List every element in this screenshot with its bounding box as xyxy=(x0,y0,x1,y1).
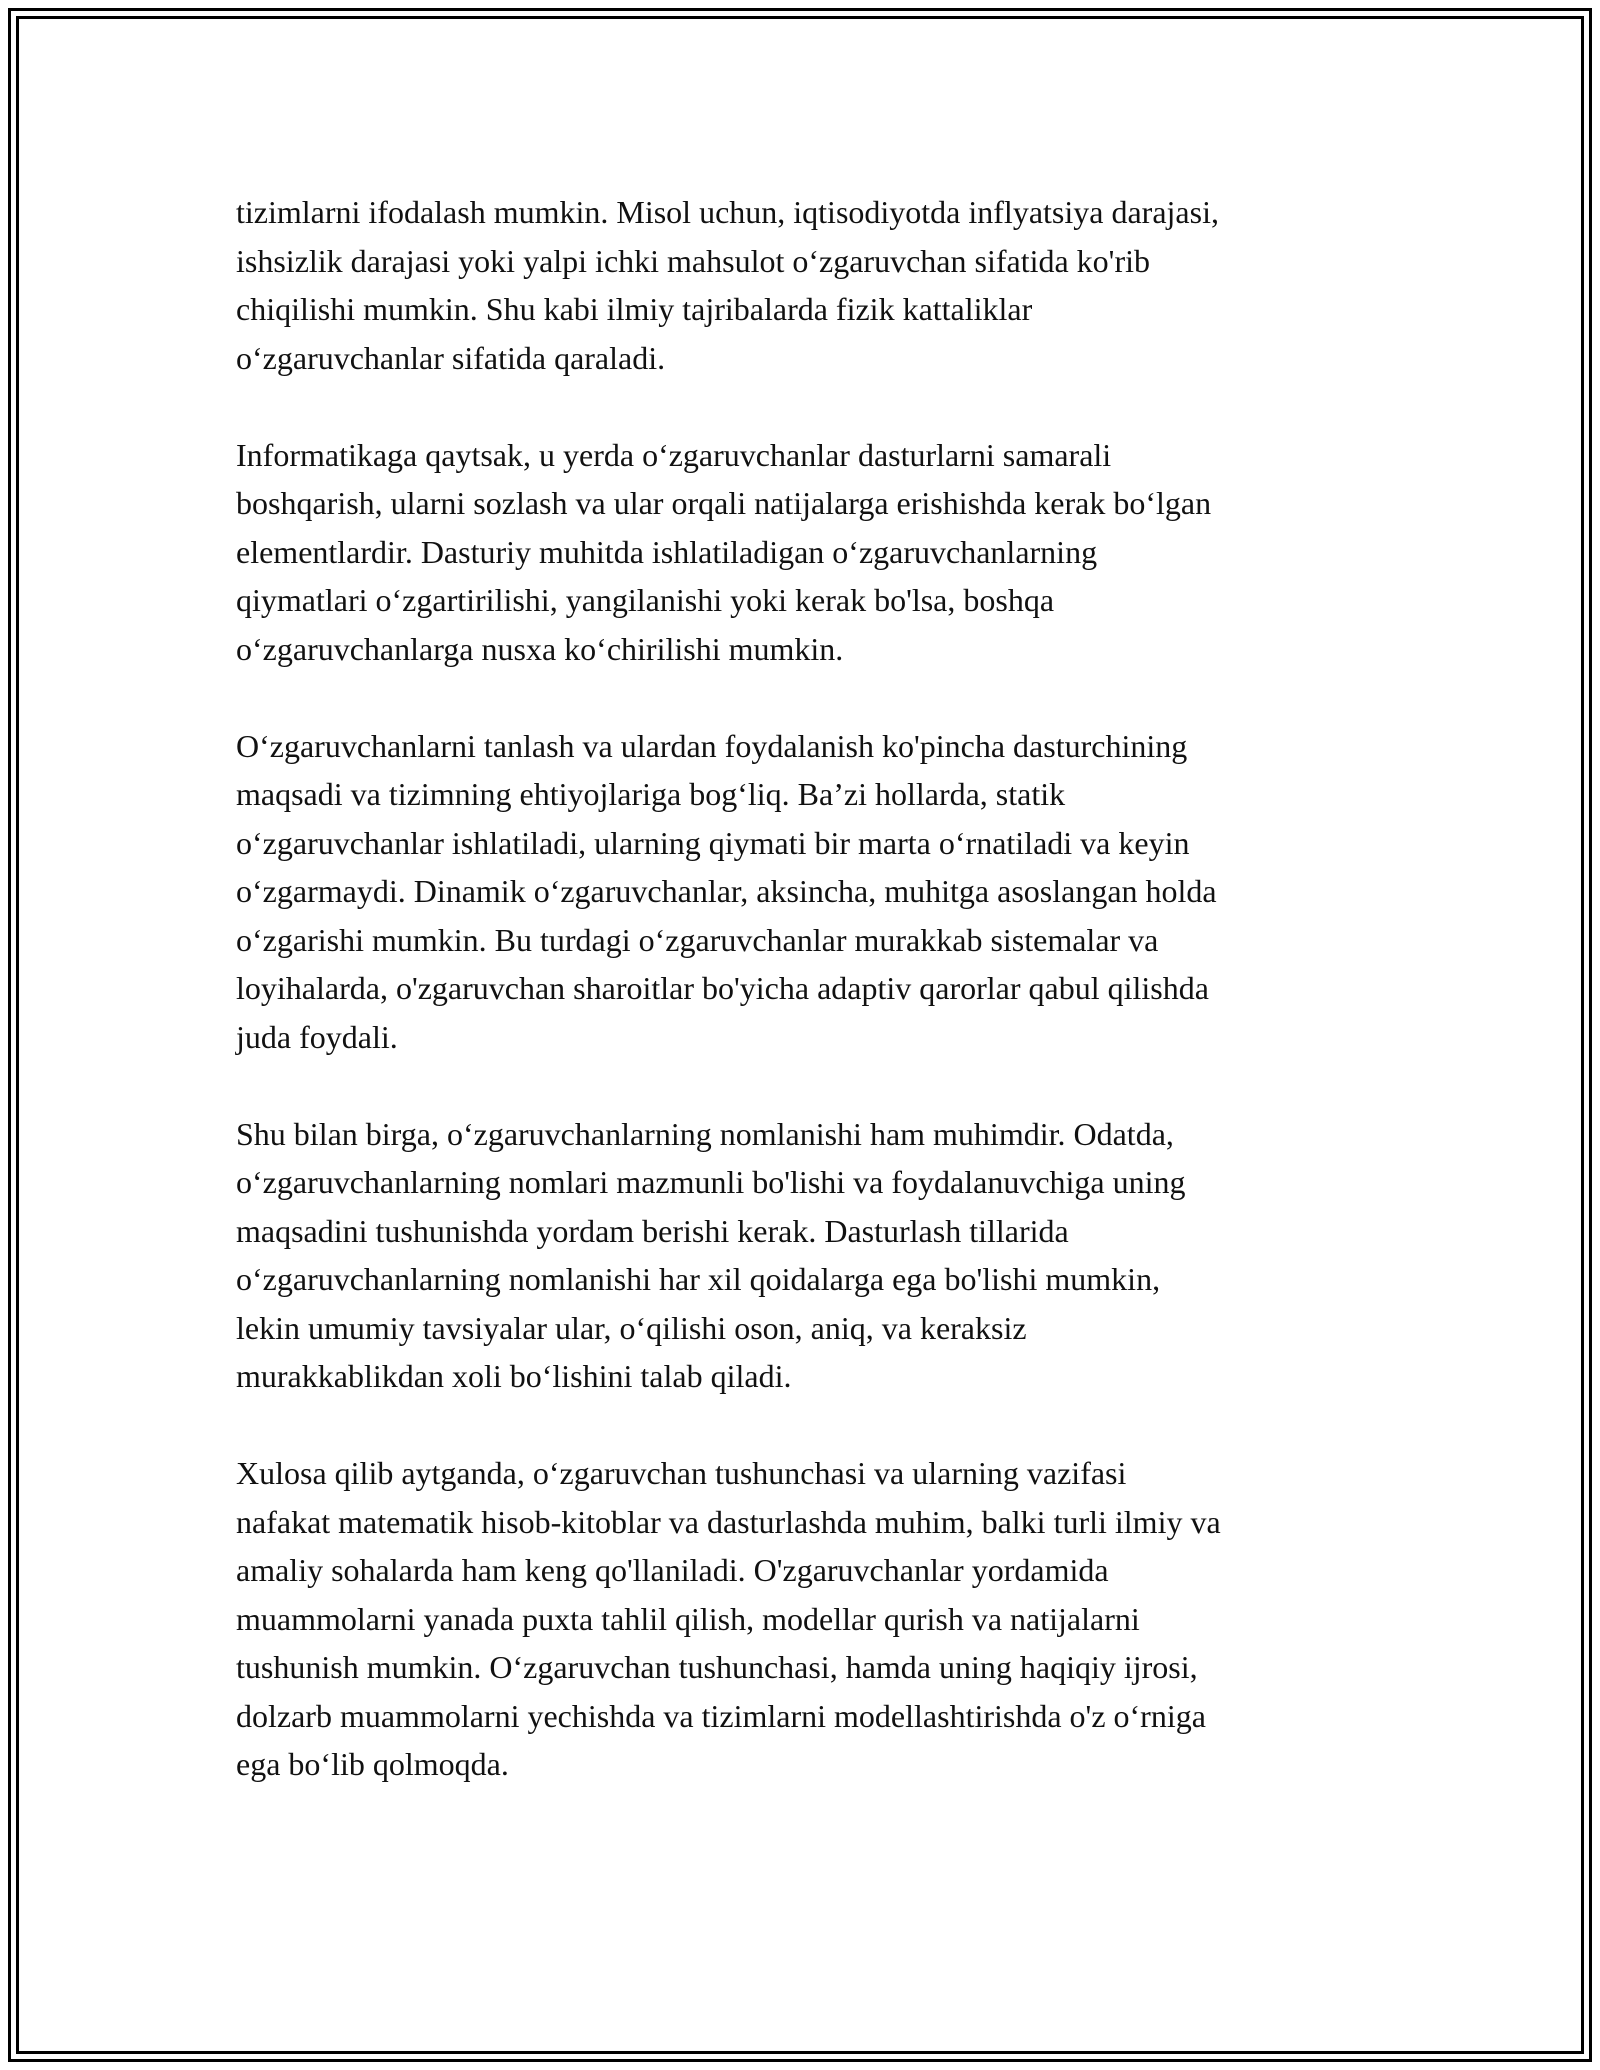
text-line: boshqarish, ularni sozlash va ular orqali natijalarga erishishda kerak bo‘lgan xyxy=(236,485,1212,521)
paragraph xyxy=(236,188,1376,382)
text-line: Informatikaga qaytsak, u yerda o‘zgaruvchanlar dasturlarni samarali xyxy=(236,436,1112,473)
text-line: o‘zgaruvchanlarning nomlanishi har xil qoidalarga ega bo'lishi mumkin, xyxy=(236,1261,1161,1297)
text-line: loyihalarda, o'zgaruvchan sharoitlar bo'yicha adaptiv qarorlar qabul qilishda xyxy=(236,970,1209,1006)
text-line: qiymatlari o‘zgartirilishi, yangilanishi yoki kerak bo'lsa, boshqa xyxy=(236,582,1055,618)
text-line: juda foydali. xyxy=(236,1018,398,1055)
text-line: ega bo‘lib qolmoqda. xyxy=(236,1746,509,1782)
paragraph xyxy=(236,431,1376,674)
text-line: Xulosa qilib aytganda, o‘zgaruvchan tushunchasi va ularning vazifasi xyxy=(236,1455,1127,1491)
document-body xyxy=(236,188,1376,1837)
text-line: o‘zgarmaydi. Dinamik o‘zgaruvchanlar, aksincha, muhitga asoslangan holda xyxy=(236,873,1217,909)
text-line: elementlardir. Dasturiy muhitda ishlatiladigan o‘zgaruvchanlarning xyxy=(236,533,1098,570)
paragraph xyxy=(236,1110,1376,1401)
text-line: tushunish mumkin. O‘zgaruvchan tushunchasi, hamda uning haqiqiy ijrosi, xyxy=(236,1649,1198,1685)
paragraph xyxy=(236,722,1376,1062)
text-line: o‘zgarishi mumkin. Bu turdagi o‘zgaruvchanlar murakkab sistemalar va xyxy=(236,921,1159,958)
paragraph xyxy=(236,1449,1376,1789)
text-line: maqsadini tushunishda yordam berishi kerak. Dasturlash tillarida xyxy=(236,1212,1069,1249)
text-line: amaliy sohalarda ham keng qo'llaniladi. O'zgaruvchanlar yordamida xyxy=(236,1552,1109,1588)
text-line: O‘zgaruvchanlarni tanlash va ulardan foydalanish ko'pincha dasturchining xyxy=(236,727,1188,764)
text-line: chiqilishi mumkin. Shu kabi ilmiy tajribalarda fizik kattaliklar xyxy=(236,291,1033,327)
text-line: ishsizlik darajasi yoki yalpi ichki mahsulot o‘zgaruvchan sifatida ko'rib xyxy=(236,242,1150,279)
text-line: tizimlarni ifodalash mumkin. Misol uchun, iqtisodiyotda inflyatsiya darajasi, xyxy=(236,194,1219,230)
text-line: Shu bilan birga, o‘zgaruvchanlarning nomlanishi ham muhimdir. Odatda, xyxy=(236,1115,1174,1152)
text-line: murakkablikdan xoli bo‘lishini talab qiladi. xyxy=(236,1358,792,1394)
text-line: dolzarb muammolarni yechishda va tizimlarni modellashtirishda o'z o‘rniga xyxy=(236,1697,1206,1734)
text-line: o‘zgaruvchanlarning nomlari mazmunli bo'lishi va foydalanuvchiga uning xyxy=(236,1164,1186,1200)
text-line: o‘zgaruvchanlar sifatida qaraladi. xyxy=(236,339,666,376)
text-line: maqsadi va tizimning ehtiyojlariga bog‘liq. Ba’zi hollarda, statik xyxy=(236,776,1066,812)
text-line: muammolarni yanada puxta tahlil qilish, modellar qurish va natijalarni xyxy=(236,1600,1140,1637)
text-line: nafakat matematik hisob-kitoblar va dasturlashda muhim, balki turli ilmiy va xyxy=(236,1503,1221,1540)
text-line: o‘zgaruvchanlarga nusxa ko‘chirilishi mumkin. xyxy=(236,630,844,667)
text-line: o‘zgaruvchanlar ishlatiladi, ularning qiymati bir marta o‘rnatiladi va keyin xyxy=(236,824,1190,861)
text-line: lekin umumiy tavsiyalar ular, o‘qilishi oson, aniq, va keraksiz xyxy=(236,1309,1027,1346)
